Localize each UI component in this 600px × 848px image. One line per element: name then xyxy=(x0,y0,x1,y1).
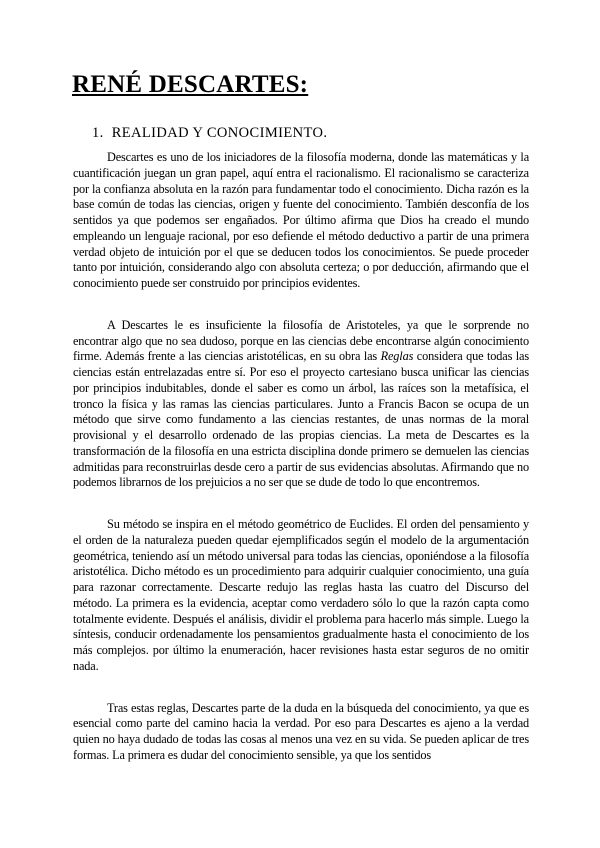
section-number: 1. xyxy=(92,125,104,141)
paragraph-3: Su método se inspira en el método geométrico de Euclides. El orden del pensamiento y el orden de la naturaleza pueden quedar ejemplificados según el modelo de la argumentación geométrica, teniendo así un método universal para todas las ciencias, oponiéndose a la filosofía aristotélica. Dicho método es un procedimiento para adquirir cualquier conocimiento, una guía para razonar correctamente. Descarte redujo las reglas hasta las cuatro del Discurso del método. La primera es la evidencia, aceptar como verdadero sólo lo que la razón capta como totalmente evidente. Después el análisis, dividir el problema para hacerlo más simple. Luego la síntesis, conducir ordenadamente los pensamientos gradualmente hasta el conocimiento de los más complejos. por último la enumeración, hacer revisiones hasta estar seguros de no omitir nada. xyxy=(73,517,529,673)
document-body xyxy=(73,150,529,790)
paragraph-2-text-after: considera que todas las ciencias están entrelazadas entre sí. Por eso el proyecto cartesiano busca unificar las ciencias por principios indubitables, donde el saber es como un árbol, las raíces son la metafísica, el tronco la física y las ramas las ciencias particulares. Junto a Francis Bacon se ocupa de un método que sirve como fundamento a las ciencias restantes, de unas normas de la moral provisional y el desarrollo ordenado de las propias ciencias. La meta de Descartes es la transformación de la filosofía en una estricta disciplina donde primero se demuelen las ciencias admitidas para reconstruirlas desde cero a partir de sus evidencias absolutas. Afirmando que no podemos librarnos de los prejuicios a no ser que se dude de todo lo que encontremos. xyxy=(73,349,530,490)
section-heading xyxy=(92,124,327,142)
paragraph-2-text-before: A Descartes le es insuficiente la filosofía de Aristoteles, ya que le sorprende no encontrar algo que no sea dudoso, porque en las ciencias debe encontrarse algún conocimiento firme. Además frente a las ciencias aristotélicas, en su obra las xyxy=(73,317,529,364)
section-heading-text: REALIDAD Y CONOCIMIENTO. xyxy=(111,125,328,141)
paragraph-1: Descartes es uno de los iniciadores de la filosofía moderna, donde las matemáticas y la cuantificación juegan un gran papel, aquí entra el racionalismo. El racionalismo se caracteriza por la confianza absoluta en la razón para fundamentar todo el conocimiento. Dicha razón es la base común de todas las ciencias, origen y fuente del conocimiento. También desconfía de los sentidos ya que podemos ser engañados. Por último afirma que Dios ha creado el mundo empleando un lenguaje racional, por eso defiende el método deductivo a partir de una primera verdad objeto de intuición por el que se deducen todos los conocimientos. Se puede proceder tanto por intuición, considerando algo con absoluta certeza; o por deducción, afirmando que el conocimiento puede ser construido por principios evidentes. xyxy=(73,150,529,290)
reglas-title: Reglas xyxy=(380,349,414,364)
document-title: RENÉ DESCARTES: xyxy=(72,71,309,98)
paragraph-4: Tras estas reglas, Descartes parte de la duda en la búsqueda del conocimiento, ya que es esencial como parte del camino hacia la verdad. Por eso para Descartes es ajeno a la verdad quien no haya dudado de todas las cosas al menos una vez en su vida. Se pueden aplicar de tres formas. La primera es dudar del conocimiento sensible, ya que los sentidos xyxy=(73,700,529,762)
paragraph-2 xyxy=(73,318,529,491)
